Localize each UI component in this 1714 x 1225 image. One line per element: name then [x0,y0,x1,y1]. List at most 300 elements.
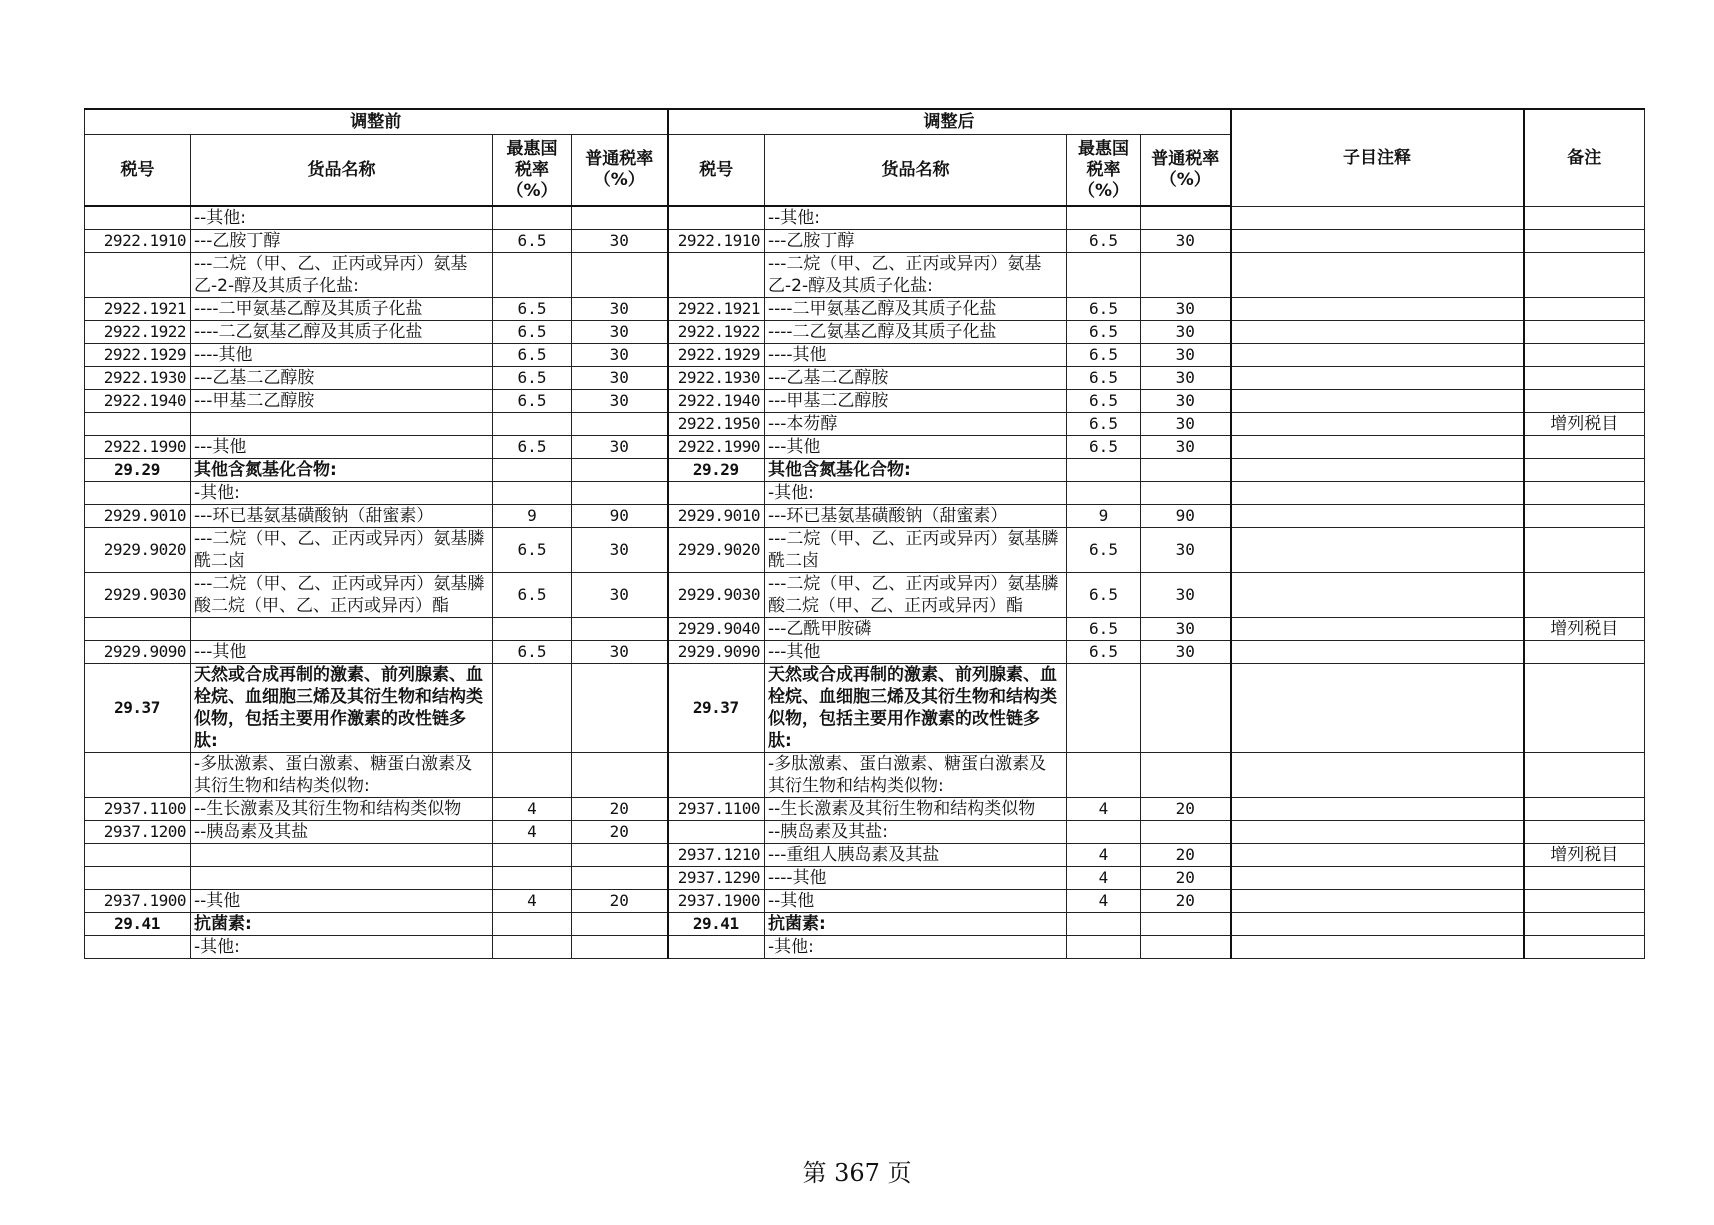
cell-mfn-before [493,867,572,890]
cell-name-before: 其他含氮基化合物: [191,459,493,482]
cell-name-after: 抗菌素: [765,913,1067,936]
cell-name-after: ---二烷（甲、乙、正丙或异丙）氨基乙-2-醇及其质子化盐: [765,253,1067,298]
table-row [85,482,1645,505]
cell-general-before [572,618,668,641]
cell-code-after [668,482,765,505]
cell-mfn-before: 4 [493,821,572,844]
cell-subnote [1231,505,1524,528]
header-code-before: 税号 [85,135,191,207]
cell-code-after: 2922.1922 [668,321,765,344]
cell-general-after: 30 [1141,413,1231,436]
cell-name-after: ----其他 [765,867,1067,890]
cell-mfn-before: 6.5 [493,298,572,321]
cell-code-before [85,413,191,436]
cell-mfn-before: 6.5 [493,321,572,344]
cell-name-before: ---环已基氨基磺酸钠（甜蜜素） [191,505,493,528]
cell-remark [1524,573,1645,618]
cell-code-before: 2937.1900 [85,890,191,913]
cell-remark [1524,482,1645,505]
cell-mfn-after [1067,459,1141,482]
cell-mfn-before [493,206,572,230]
cell-name-before: --其他 [191,890,493,913]
cell-mfn-after: 6.5 [1067,321,1141,344]
cell-mfn-after: 6.5 [1067,436,1141,459]
cell-remark [1524,206,1645,230]
cell-general-after: 20 [1141,798,1231,821]
cell-subnote [1231,528,1524,573]
table-row [85,913,1645,936]
cell-name-after: -其他: [765,936,1067,959]
cell-mfn-before: 4 [493,890,572,913]
cell-remark [1524,528,1645,573]
cell-subnote [1231,390,1524,413]
cell-general-after: 30 [1141,321,1231,344]
cell-name-before: --胰岛素及其盐 [191,821,493,844]
cell-name-after: ----二甲氨基乙醇及其质子化盐 [765,298,1067,321]
cell-name-before: ---二烷（甲、乙、正丙或异丙）氨基膦酰二卤 [191,528,493,573]
cell-general-after [1141,821,1231,844]
cell-general-before: 30 [572,436,668,459]
header-subnote: 子目注释 [1231,109,1524,206]
cell-mfn-after [1067,253,1141,298]
cell-remark [1524,298,1645,321]
cell-code-before: 2929.9090 [85,641,191,664]
cell-remark [1524,867,1645,890]
cell-code-before: 2929.9030 [85,573,191,618]
cell-general-after [1141,253,1231,298]
cell-name-before [191,844,493,867]
cell-subnote [1231,913,1524,936]
cell-mfn-before: 6.5 [493,344,572,367]
cell-code-before: 2929.9010 [85,505,191,528]
table-row [85,253,1645,298]
cell-subnote [1231,298,1524,321]
cell-subnote [1231,459,1524,482]
table-row [85,321,1645,344]
cell-mfn-after: 4 [1067,844,1141,867]
cell-code-after: 2922.1950 [668,413,765,436]
cell-name-before: ---乙胺丁醇 [191,230,493,253]
cell-remark [1524,798,1645,821]
cell-name-after: -其他: [765,482,1067,505]
cell-subnote [1231,641,1524,664]
cell-code-after [668,936,765,959]
cell-code-after: 2922.1990 [668,436,765,459]
cell-code-before: 2922.1930 [85,367,191,390]
table-row [85,230,1645,253]
cell-mfn-before: 6.5 [493,436,572,459]
cell-general-after: 30 [1141,641,1231,664]
cell-name-before: ----二甲氨基乙醇及其质子化盐 [191,298,493,321]
cell-code-before [85,253,191,298]
page-number: 第 367 页 [802,1159,912,1187]
cell-code-before: 29.29 [85,459,191,482]
cell-code-before: 2922.1990 [85,436,191,459]
cell-code-after: 2937.1100 [668,798,765,821]
cell-name-after: ---二烷（甲、乙、正丙或异丙）氨基膦酸二烷（甲、乙、正丙或异丙）酯 [765,573,1067,618]
cell-remark [1524,753,1645,798]
cell-code-before [85,867,191,890]
cell-name-after: ----二乙氨基乙醇及其质子化盐 [765,321,1067,344]
cell-code-before: 2937.1200 [85,821,191,844]
cell-mfn-after: 4 [1067,867,1141,890]
cell-code-after [668,821,765,844]
cell-mfn-before [493,936,572,959]
cell-general-after: 20 [1141,844,1231,867]
cell-remark [1524,436,1645,459]
cell-name-before: --其他: [191,206,493,230]
cell-remark [1524,641,1645,664]
cell-code-before: 29.37 [85,664,191,753]
cell-name-before: 抗菌素: [191,913,493,936]
cell-subnote [1231,936,1524,959]
cell-code-before: 29.41 [85,913,191,936]
cell-mfn-before [493,618,572,641]
cell-code-after: 2937.1210 [668,844,765,867]
cell-mfn-after: 6.5 [1067,413,1141,436]
cell-mfn-before: 6.5 [493,528,572,573]
cell-subnote [1231,230,1524,253]
cell-code-after: 2929.9040 [668,618,765,641]
cell-mfn-before: 6.5 [493,230,572,253]
cell-mfn-before [493,253,572,298]
cell-general-before [572,413,668,436]
header-before: 调整前 [85,109,668,135]
header-mfn-after: 最惠国 税率 （%） [1067,135,1141,207]
cell-remark [1524,890,1645,913]
cell-code-after: 29.37 [668,664,765,753]
header-general-after: 普通税率 （%） [1141,135,1231,207]
table-row [85,821,1645,844]
cell-name-after: -多肽激素、蛋白激素、糖蛋白激素及其衍生物和结构类似物: [765,753,1067,798]
cell-general-before: 30 [572,528,668,573]
cell-code-before [85,482,191,505]
header-name-before: 货品名称 [191,135,493,207]
cell-code-before [85,844,191,867]
cell-remark [1524,936,1645,959]
cell-mfn-before [493,482,572,505]
cell-code-after: 2922.1929 [668,344,765,367]
cell-mfn-before: 4 [493,798,572,821]
cell-mfn-before: 6.5 [493,367,572,390]
cell-code-before [85,936,191,959]
header-remark: 备注 [1524,109,1645,206]
cell-name-after: ---重组人胰岛素及其盐 [765,844,1067,867]
cell-general-before: 20 [572,798,668,821]
cell-code-before: 2929.9020 [85,528,191,573]
cell-code-before: 2922.1929 [85,344,191,367]
cell-mfn-before [493,753,572,798]
cell-name-before: 天然或合成再制的激素、前列腺素、血栓烷、血细胞三烯及其衍生物和结构类似物，包括主要用作激素的改性链多肽: [191,664,493,753]
cell-remark [1524,505,1645,528]
cell-name-before: ---乙基二乙醇胺 [191,367,493,390]
cell-general-before: 30 [572,298,668,321]
cell-name-after: --其他 [765,890,1067,913]
cell-name-after: ---其他 [765,641,1067,664]
cell-general-after [1141,459,1231,482]
cell-general-before: 30 [572,230,668,253]
table-row [85,867,1645,890]
cell-general-after: 20 [1141,867,1231,890]
cell-subnote [1231,367,1524,390]
cell-code-before [85,618,191,641]
cell-general-after: 30 [1141,298,1231,321]
cell-general-after: 30 [1141,344,1231,367]
cell-general-after [1141,482,1231,505]
cell-code-before: 2937.1100 [85,798,191,821]
cell-code-after: 2922.1910 [668,230,765,253]
table-row [85,753,1645,798]
cell-general-before: 20 [572,890,668,913]
cell-general-after: 30 [1141,390,1231,413]
table-row [85,390,1645,413]
cell-name-after: ---二烷（甲、乙、正丙或异丙）氨基膦酰二卤 [765,528,1067,573]
cell-name-before: --生长激素及其衍生物和结构类似物 [191,798,493,821]
cell-code-after: 2937.1290 [668,867,765,890]
cell-general-before: 30 [572,344,668,367]
cell-mfn-before: 6.5 [493,641,572,664]
cell-name-before: ---其他 [191,641,493,664]
cell-mfn-before: 9 [493,505,572,528]
cell-subnote [1231,436,1524,459]
cell-remark [1524,821,1645,844]
cell-mfn-after [1067,206,1141,230]
table-row [85,573,1645,618]
cell-name-after: ----其他 [765,344,1067,367]
cell-subnote [1231,573,1524,618]
cell-name-after: ---乙胺丁醇 [765,230,1067,253]
cell-mfn-before [493,413,572,436]
cell-code-after: 2929.9090 [668,641,765,664]
table-row [85,936,1645,959]
table-row [85,459,1645,482]
cell-code-before [85,753,191,798]
cell-general-before: 30 [572,390,668,413]
table-row [85,505,1645,528]
cell-general-after [1141,664,1231,753]
cell-general-before: 20 [572,821,668,844]
cell-code-after: 2922.1940 [668,390,765,413]
table-row [85,641,1645,664]
cell-mfn-after [1067,821,1141,844]
cell-subnote [1231,867,1524,890]
cell-remark [1524,253,1645,298]
cell-subnote [1231,664,1524,753]
cell-name-after: ---乙基二乙醇胺 [765,367,1067,390]
cell-name-before [191,618,493,641]
cell-mfn-after [1067,664,1141,753]
cell-name-before: -其他: [191,936,493,959]
cell-mfn-after [1067,482,1141,505]
tariff-table [84,108,1645,959]
cell-code-after: 2929.9030 [668,573,765,618]
cell-mfn-after: 6.5 [1067,230,1141,253]
table-row [85,344,1645,367]
cell-mfn-after: 6.5 [1067,390,1141,413]
cell-remark: 增列税目 [1524,844,1645,867]
cell-general-after: 90 [1141,505,1231,528]
header-after: 调整后 [668,109,1231,135]
cell-remark [1524,230,1645,253]
cell-mfn-after [1067,913,1141,936]
cell-general-before [572,482,668,505]
cell-general-before: 30 [572,321,668,344]
cell-mfn-after [1067,936,1141,959]
cell-name-before: ---二烷（甲、乙、正丙或异丙）氨基膦酸二烷（甲、乙、正丙或异丙）酯 [191,573,493,618]
cell-mfn-after: 9 [1067,505,1141,528]
cell-name-before: ---甲基二乙醇胺 [191,390,493,413]
cell-mfn-before [493,459,572,482]
cell-name-after: ---乙酰甲胺磷 [765,618,1067,641]
table-row [85,413,1645,436]
cell-name-before: ----二乙氨基乙醇及其质子化盐 [191,321,493,344]
cell-subnote [1231,482,1524,505]
cell-name-before: ----其他 [191,344,493,367]
cell-mfn-after: 4 [1067,890,1141,913]
cell-general-before [572,253,668,298]
table-row [85,890,1645,913]
cell-general-after: 20 [1141,890,1231,913]
header-name-after: 货品名称 [765,135,1067,207]
cell-code-before: 2922.1910 [85,230,191,253]
cell-general-before [572,936,668,959]
cell-mfn-after: 6.5 [1067,641,1141,664]
cell-code-after [668,753,765,798]
cell-general-before [572,664,668,753]
cell-general-before [572,867,668,890]
cell-general-before [572,913,668,936]
cell-remark [1524,390,1645,413]
cell-general-after: 30 [1141,367,1231,390]
cell-general-after [1141,206,1231,230]
cell-name-before: -其他: [191,482,493,505]
cell-remark [1524,321,1645,344]
cell-remark [1524,344,1645,367]
cell-mfn-after: 6.5 [1067,573,1141,618]
cell-general-after: 30 [1141,573,1231,618]
table-row [85,528,1645,573]
cell-code-before: 2922.1922 [85,321,191,344]
table-row [85,298,1645,321]
cell-mfn-after: 6.5 [1067,528,1141,573]
cell-subnote [1231,890,1524,913]
cell-mfn-after: 6.5 [1067,298,1141,321]
cell-general-before [572,753,668,798]
cell-mfn-before [493,913,572,936]
cell-subnote [1231,321,1524,344]
cell-code-after: 29.41 [668,913,765,936]
table-row [85,798,1645,821]
cell-name-after: ---本芴醇 [765,413,1067,436]
cell-subnote [1231,844,1524,867]
cell-mfn-before: 6.5 [493,390,572,413]
cell-remark [1524,664,1645,753]
table-row [85,664,1645,753]
cell-name-before: -多肽激素、蛋白激素、糖蛋白激素及其衍生物和结构类似物: [191,753,493,798]
cell-name-after: --生长激素及其衍生物和结构类似物 [765,798,1067,821]
cell-name-before: ---其他 [191,436,493,459]
cell-general-before [572,844,668,867]
cell-general-after: 30 [1141,618,1231,641]
cell-remark [1524,913,1645,936]
cell-mfn-after: 6.5 [1067,367,1141,390]
table-row [85,618,1645,641]
cell-general-after [1141,753,1231,798]
cell-mfn-after [1067,753,1141,798]
cell-mfn-after: 6.5 [1067,344,1141,367]
cell-code-before [85,206,191,230]
cell-mfn-after: 4 [1067,798,1141,821]
cell-code-after [668,253,765,298]
cell-code-after: 2922.1921 [668,298,765,321]
cell-name-after: 天然或合成再制的激素、前列腺素、血栓烷、血细胞三烯及其衍生物和结构类似物，包括主要用作激素的改性链多肽: [765,664,1067,753]
cell-name-before [191,413,493,436]
cell-mfn-after: 6.5 [1067,618,1141,641]
cell-name-after: --其他: [765,206,1067,230]
cell-subnote [1231,253,1524,298]
cell-code-before: 2922.1940 [85,390,191,413]
cell-subnote [1231,753,1524,798]
table-row [85,206,1645,230]
cell-name-before [191,867,493,890]
cell-code-before: 2922.1921 [85,298,191,321]
cell-general-before: 30 [572,641,668,664]
cell-code-after: 2929.9020 [668,528,765,573]
cell-remark: 增列税目 [1524,413,1645,436]
cell-general-after: 30 [1141,230,1231,253]
cell-mfn-before [493,844,572,867]
cell-subnote [1231,206,1524,230]
cell-general-after: 30 [1141,436,1231,459]
cell-subnote [1231,798,1524,821]
cell-general-before [572,206,668,230]
cell-general-before: 90 [572,505,668,528]
cell-general-before: 30 [572,573,668,618]
cell-remark [1524,459,1645,482]
header-general-before: 普通税率 （%） [572,135,668,207]
cell-subnote [1231,821,1524,844]
header-mfn-before: 最惠国 税率 （%） [493,135,572,207]
cell-name-after: ---环已基氨基磺酸钠（甜蜜素） [765,505,1067,528]
cell-code-after: 2937.1900 [668,890,765,913]
cell-subnote [1231,618,1524,641]
cell-general-after [1141,913,1231,936]
table-row [85,367,1645,390]
cell-general-after: 30 [1141,528,1231,573]
cell-subnote [1231,344,1524,367]
cell-general-before [572,459,668,482]
cell-code-after: 2922.1930 [668,367,765,390]
cell-mfn-before: 6.5 [493,573,572,618]
cell-mfn-before [493,664,572,753]
header-code-after: 税号 [668,135,765,207]
cell-code-after [668,206,765,230]
table-row [85,436,1645,459]
cell-name-after: --胰岛素及其盐: [765,821,1067,844]
cell-name-before: ---二烷（甲、乙、正丙或异丙）氨基乙-2-醇及其质子化盐: [191,253,493,298]
cell-subnote [1231,413,1524,436]
cell-name-after: ---其他 [765,436,1067,459]
cell-remark: 增列税目 [1524,618,1645,641]
cell-name-after: ---甲基二乙醇胺 [765,390,1067,413]
cell-code-after: 2929.9010 [668,505,765,528]
cell-remark [1524,367,1645,390]
cell-code-after: 29.29 [668,459,765,482]
cell-general-before: 30 [572,367,668,390]
cell-name-after: 其他含氮基化合物: [765,459,1067,482]
table-row [85,844,1645,867]
cell-general-after [1141,936,1231,959]
